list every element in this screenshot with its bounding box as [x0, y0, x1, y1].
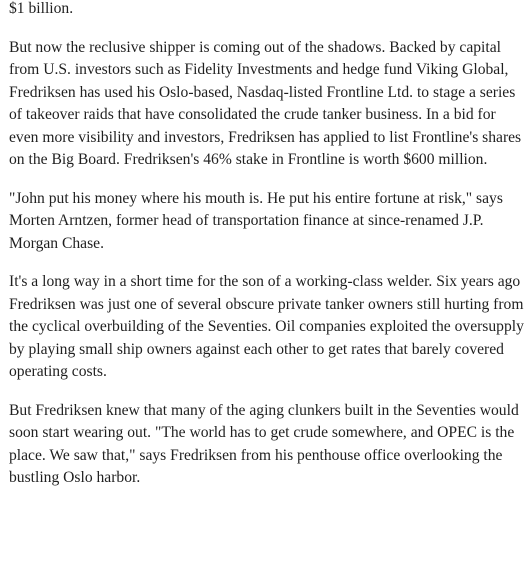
- paragraph-1: $1 billion.: [9, 0, 74, 17]
- paragraph-5: But Fredriksen knew that many of the aging clunkers built in the Seventies would soon start wearing out. "The world has to get crude somewhere, and OPEC is the place. We saw that," says Fredriksen from his penthouse office overlooking the bustling Oslo harbor.: [9, 401, 519, 486]
- paragraph-4: It's a long way in a short time for the son of a working-class welder. Six years ago Fredriksen was just one of several obscure private tanker owners still hurting from the cyclical overbuilding of the Seventies. Oil companies exploited the oversupply by playing small ship owners against each other to get rates that barely covered operating costs.: [9, 273, 524, 380]
- article-body: [9, 0, 528, 506]
- paragraph-3: "John put his money where his mouth is. He put his entire fortune at risk," says Morten Arntzen, former head of transportation finance at since-renamed J.P. Morgan Chase.: [9, 189, 503, 252]
- paragraph-2: But now the reclusive shipper is coming out of the shadows. Backed by capital from U.S. investors such as Fidelity Investments and hedge fund Viking Global, Fredriksen has used his Oslo-based, Nasdaq-listed Frontline Ltd. to stage a series of takeover raids that have consolidated the crude tanker business. In a bid for even more visibility and investors, Fredriksen has applied to list Frontline's shares on the Big Board. Fredriksen's 46% stake in Frontline is worth $600 million.: [9, 38, 522, 168]
